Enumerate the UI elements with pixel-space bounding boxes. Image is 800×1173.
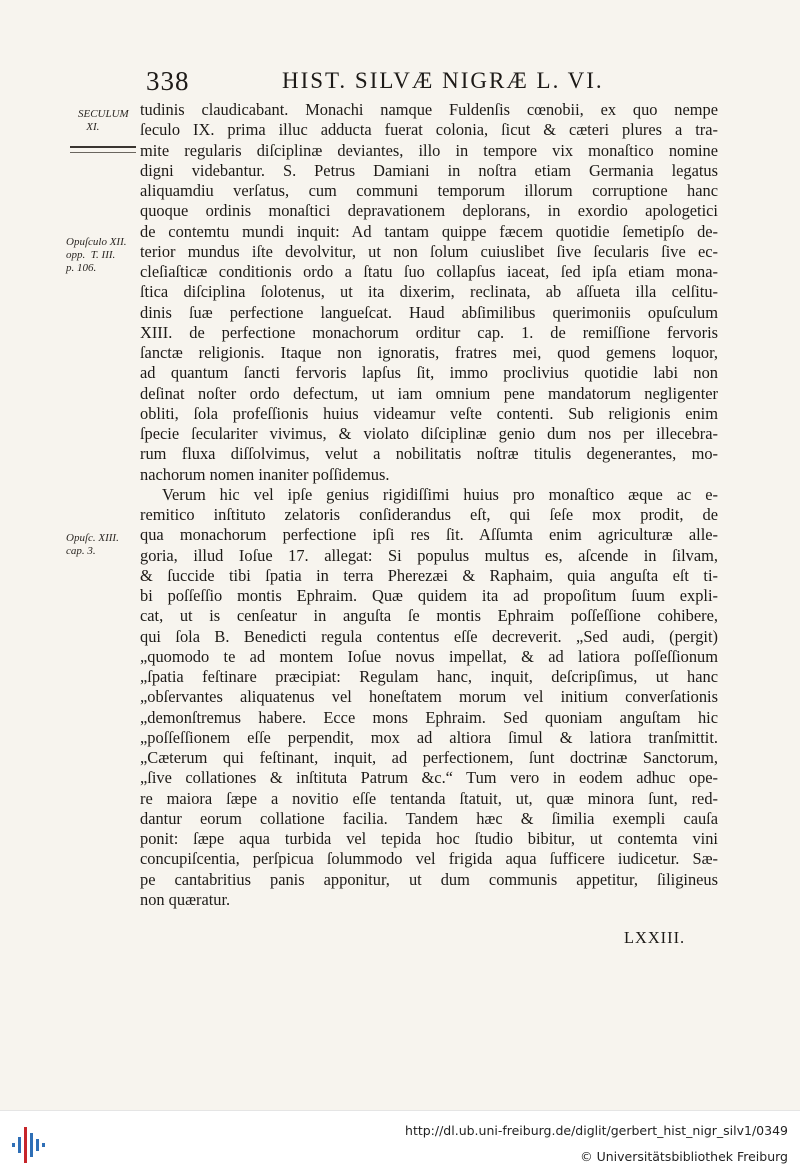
text-line: Verum hic vel ipſe genius rigidiſſimi huius pro monaſtico æque ac e-	[162, 484, 718, 504]
text-line: „obſervantes aliquatenus vel honeſtatem morum vel initium converſationis	[140, 687, 718, 707]
text-line: „poſſeſſionem eſſe perpendit, mox ad altiora ſimul & latiora tranſmittit.	[140, 727, 718, 747]
text-line: re maiora ſæpe a novitio eſſe tentanda ſtatuit, ut, quæ minora ſunt, red-	[140, 788, 718, 808]
text-line: remitico inſtituto zelatoris conſiderandus eſt, qui ſeſe mox prodit, de	[140, 505, 718, 524]
margin-note-opusc-xiii: Opuſc. XIII. cap. 3.	[66, 532, 119, 557]
text-line: „quomodo te ad montem Ioſue novus impellat, & ad latiora poſſeſſionum	[140, 646, 718, 666]
text-line: cat, ut is cenſeatur in anguſta ſe montis Ephraim poſſeſſione cohibere,	[140, 606, 718, 626]
text-line: dantur eorum collatione facilia. Tandem hæc & ſimilia exempli cauſa	[140, 808, 718, 828]
page-number: 338	[146, 66, 190, 96]
margin-rule	[70, 146, 136, 153]
text-line: bi poſſeſſio montis Ephraim. Quæ quidem ita ad propoſitum ſuum expli-	[140, 586, 718, 605]
text-line: & ſuccide tibi ſpatia in terra Pherezæi & Raphaim, quia anguſta eſt ti-	[140, 565, 718, 585]
text-line: goria, illud Ioſue 17. allegat: Si populus multus es, aſcende in ſilvam,	[140, 545, 718, 565]
text-line: ſeculo IX. prima illuc adducta fuerat colonia, ſicut & cæteri plures a tra-	[140, 120, 718, 140]
catchword: LXXIII.	[624, 928, 686, 947]
text-line: „ſive collationes & inſtituta Patrum &c.“ Tum vero in eodem adhuc ope-	[140, 768, 718, 788]
text-line: terior mundus iſte devolvitur, ut non ſolum cuiuslibet ſive ſecularis ſive ec-	[140, 241, 718, 261]
text-line: nachorum nomen inaniter poſſidemus.	[140, 464, 390, 484]
text-line: XIII. de perfectione monachorum orditur cap. 1. de remiſſione fervoris	[140, 322, 718, 342]
text-line: non quæratur.	[140, 889, 231, 909]
source-url-link[interactable]: http://dl.ub.uni-freiburg.de/diglit/gerbert_hist_nigr_silv1/0349	[405, 1123, 788, 1138]
text-line: qua monachorum perfectione ipſi res ſit. Aſſumta enim agriculturæ alle-	[140, 525, 718, 545]
running-title: HIST. SILVÆ NIGRÆ L. VI.	[282, 68, 604, 93]
text-line: ad quantum ſancti fervoris lapſus ſit, immo proclivius quotidie labi non	[140, 363, 718, 383]
text-line: pe cantabritius panis apponitur, ut dum communis appetitur, ſiligineus	[140, 869, 718, 889]
text-line: „Cæterum qui feſtinant, inquit, ad perfectionem, ſunt doctrinæ Sanctorum,	[140, 748, 718, 767]
body-text	[140, 100, 718, 910]
text-line: ſtica diſciplina ſolotenus, ut ita dixerim, reclinata, ab aſſueta illa celſitu-	[140, 282, 718, 302]
text-line: mite regularis diſciplinæ deviantes, illo in tempore vix monaſtico nomine	[140, 140, 718, 160]
copyright-text: © Universitätsbibliothek Freiburg	[580, 1149, 788, 1164]
footer-bar	[0, 1110, 800, 1173]
margin-note-seculum: SECULUM XI.	[78, 108, 129, 133]
text-line: obliti, ſola profeſſionis huius videamur veſte contenti. Sub religionis enim	[140, 403, 718, 423]
text-line: quoque ordinis monaſtici depravationem deplorans, in exordio apologetici	[140, 201, 718, 221]
running-head	[0, 66, 800, 100]
text-line: concupiſcentia, perſpicua ſolummodo vel frigida aqua ſufficere iudicetur. Sæ-	[140, 849, 718, 869]
library-logo-icon	[10, 1125, 50, 1165]
text-line: aliquamdiu verſatus, cum communi temporum illorum corruptione hanc	[140, 181, 718, 200]
text-line: cleſiaſticæ conditionis ordo a ſtatu ſuo collapſus iaceat, ſed ipſa etiam mona-	[140, 262, 718, 281]
text-line: „demonſtremus habere. Ecce mons Ephraim. Sed quoniam anguſtam hic	[140, 707, 718, 727]
text-line: dinis ſuæ perfectione langueſcat. Haud abſimilibus querimoniis opuſculum	[140, 302, 718, 322]
text-line: „ſpatia feſtinare præcipiat: Regulam hanc, inquit, deſcripſimus, ut hanc	[140, 667, 718, 686]
text-line: deſinat noſter ordo defectum, ut iam omnium pene mandatorum negligenter	[140, 383, 718, 403]
margin-note-opusculo-xii: Opuſculo XII. opp. T. III. p. 106.	[66, 236, 127, 274]
text-line: rum fluxa diſſolvimus, velut a nobilitatis noſtræ titulis degenerantes, mo-	[140, 444, 718, 464]
text-line: tudinis claudicabant. Monachi namque Fuldenſis cœnobii, ex quo nempe	[140, 100, 718, 119]
text-line: ſanctæ religionis. Itaque non ignoratis, fratres mei, quod gemens loquor,	[140, 343, 718, 362]
text-line: ponit: ſæpe aqua turbida vel tepida hoc ſtudio bibitur, ut contemta vini	[140, 829, 718, 848]
text-line: qui ſola B. Benedicti regula contentus eſſe decreverit. „Sed audi, (pergit)	[140, 626, 718, 646]
text-line: digni videbantur. S. Petrus Damiani in noſtra etiam Germania legatus	[140, 160, 718, 180]
text-line: ſpecie ſeculariter vivimus, & violato diſciplinæ genio dum nos per illecebra-	[140, 424, 718, 443]
text-line: de contemtu mundi inquit: Ad tantam quippe fæcem quotidie ſemetipſo de-	[140, 221, 718, 241]
